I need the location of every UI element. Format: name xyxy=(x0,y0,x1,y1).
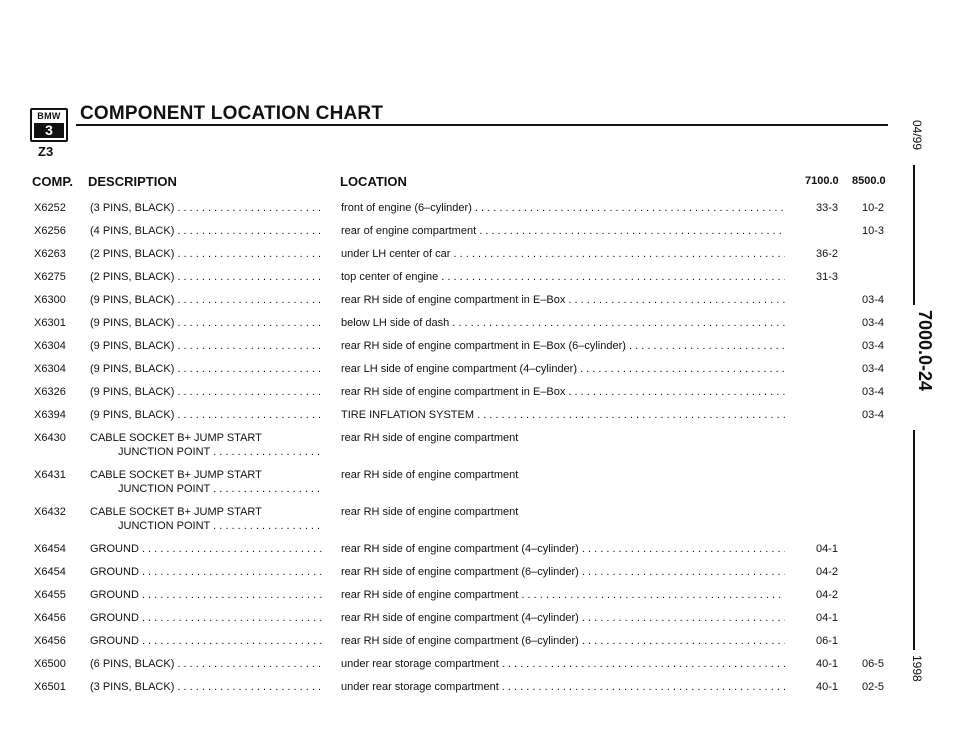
cell-8500: 03-4 xyxy=(861,386,885,398)
cell-comp: X6432 xyxy=(34,506,66,518)
table-row xyxy=(0,540,960,563)
cell-comp: X6326 xyxy=(34,386,66,398)
table-row xyxy=(0,563,960,586)
cell-description: GROUND . . . xyxy=(90,543,322,555)
table-row xyxy=(0,503,960,540)
cell-7100: 04-2 xyxy=(815,566,839,578)
table-row xyxy=(0,655,960,678)
cell-8500: 03-4 xyxy=(861,363,885,375)
cell-location: rear RH side of engine compartment xyxy=(341,469,519,481)
cell-location: rear RH side of engine compartment . . . xyxy=(341,589,785,601)
cell-7100: 04-1 xyxy=(815,612,839,624)
column-header-location: LOCATION xyxy=(340,174,407,189)
title-rule xyxy=(76,124,888,126)
cell-location: top center of engine . . . xyxy=(341,271,785,283)
cell-description: (9 PINS, BLACK) . . . xyxy=(90,363,322,375)
cell-7100: 40-1 xyxy=(815,658,839,670)
table-row xyxy=(0,632,960,655)
cell-description: (3 PINS, BLACK) . . . xyxy=(90,681,322,693)
cell-8500: 03-4 xyxy=(861,294,885,306)
cell-comp: X6454 xyxy=(34,566,66,578)
table-row xyxy=(0,245,960,268)
cell-location: rear RH side of engine compartment (4–cylinder) . . . xyxy=(341,612,785,624)
cell-location: TIRE INFLATION SYSTEM . . . xyxy=(341,409,785,421)
table-row xyxy=(0,678,960,701)
cell-comp: X6431 xyxy=(34,469,66,481)
cell-8500: 03-4 xyxy=(861,409,885,421)
revision-date: 04/99 xyxy=(910,120,924,151)
bmw-logo xyxy=(30,108,68,159)
cell-description: GROUND . . . xyxy=(90,612,322,624)
component-table xyxy=(0,199,960,701)
cell-8500: 06-5 xyxy=(861,658,885,670)
cell-description: GROUND . . . xyxy=(90,589,322,601)
cell-location: rear RH side of engine compartment in E–Box . . . xyxy=(341,386,785,398)
cell-description: (9 PINS, BLACK) . . . xyxy=(90,317,322,329)
cell-comp: X6304 xyxy=(34,363,66,375)
table-row xyxy=(0,291,960,314)
cell-description: GROUND . . . xyxy=(90,635,322,647)
logo-sub-model: Z3 xyxy=(38,144,54,159)
logo-brand: BMW xyxy=(37,111,61,121)
cell-8500: 10-2 xyxy=(861,202,885,214)
cell-7100: 40-1 xyxy=(815,681,839,693)
cell-7100: 31-3 xyxy=(815,271,839,283)
cell-comp: X6256 xyxy=(34,225,66,237)
document-code: 7000.0-24 xyxy=(915,310,935,392)
cell-location: under rear storage compartment . . . xyxy=(341,658,785,670)
table-row xyxy=(0,199,960,222)
cell-location: front of engine (6–cylinder) . . . xyxy=(341,202,785,214)
table-row xyxy=(0,268,960,291)
table-row xyxy=(0,314,960,337)
cell-description: (9 PINS, BLACK) . . . xyxy=(90,340,322,352)
cell-location: rear RH side of engine compartment in E–Box (6–cylinder) . . . xyxy=(341,340,785,352)
cell-description-line2: JUNCTION POINT . . . xyxy=(118,520,322,532)
cell-comp: X6304 xyxy=(34,340,66,352)
cell-8500: 02-5 xyxy=(861,681,885,693)
cell-comp: X6455 xyxy=(34,589,66,601)
cell-location: rear RH side of engine compartment in E–Box . . . xyxy=(341,294,785,306)
cell-location: rear RH side of engine compartment xyxy=(341,432,519,444)
cell-8500: 03-4 xyxy=(861,317,885,329)
cell-description: (6 PINS, BLACK) . . . xyxy=(90,658,322,670)
cell-description: (9 PINS, BLACK) . . . xyxy=(90,294,322,306)
column-header-7100: 7100.0 xyxy=(805,175,839,187)
cell-comp: X6456 xyxy=(34,635,66,647)
cell-comp: X6430 xyxy=(34,432,66,444)
cell-description: (9 PINS, BLACK) . . . xyxy=(90,409,322,421)
cell-description: GROUND . . . xyxy=(90,566,322,578)
cell-8500: 03-4 xyxy=(861,340,885,352)
cell-description: CABLE SOCKET B+ JUMP START xyxy=(90,506,262,518)
cell-description: (2 PINS, BLACK) . . . xyxy=(90,271,322,283)
cell-7100: 04-2 xyxy=(815,589,839,601)
logo-model: 3 xyxy=(34,123,64,138)
cell-comp: X6301 xyxy=(34,317,66,329)
cell-description: CABLE SOCKET B+ JUMP START xyxy=(90,469,262,481)
table-row xyxy=(0,360,960,383)
cell-7100: 04-1 xyxy=(815,543,839,555)
cell-7100: 36-2 xyxy=(815,248,839,260)
cell-location: rear of engine compartment . . . xyxy=(341,225,785,237)
cell-location: rear RH side of engine compartment (4–cylinder) . . . xyxy=(341,543,785,555)
table-row xyxy=(0,466,960,503)
cell-comp: X6456 xyxy=(34,612,66,624)
cell-location: rear RH side of engine compartment (6–cylinder) . . . xyxy=(341,566,785,578)
table-row xyxy=(0,406,960,429)
cell-description: (2 PINS, BLACK) . . . xyxy=(90,248,322,260)
cell-location: rear LH side of engine compartment (4–cylinder) . . . xyxy=(341,363,785,375)
cell-location: rear RH side of engine compartment xyxy=(341,506,519,518)
table-row xyxy=(0,609,960,632)
table-row xyxy=(0,429,960,466)
column-header-description: DESCRIPTION xyxy=(88,174,177,189)
cell-comp: X6275 xyxy=(34,271,66,283)
cell-8500: 10-3 xyxy=(861,225,885,237)
table-row xyxy=(0,337,960,360)
table-row xyxy=(0,222,960,245)
cell-comp: X6300 xyxy=(34,294,66,306)
cell-description: (9 PINS, BLACK) . . . xyxy=(90,386,322,398)
cell-location: below LH side of dash . . . xyxy=(341,317,785,329)
cell-location: under rear storage compartment . . . xyxy=(341,681,785,693)
cell-comp: X6252 xyxy=(34,202,66,214)
cell-description: (3 PINS, BLACK) . . . xyxy=(90,202,322,214)
page-title: COMPONENT LOCATION CHART xyxy=(80,103,384,124)
cell-description: CABLE SOCKET B+ JUMP START xyxy=(90,432,262,444)
cell-7100: 06-1 xyxy=(815,635,839,647)
cell-comp: X6263 xyxy=(34,248,66,260)
cell-comp: X6500 xyxy=(34,658,66,670)
cell-comp: X6394 xyxy=(34,409,66,421)
cell-7100: 33-3 xyxy=(815,202,839,214)
column-header-8500: 8500.0 xyxy=(852,175,886,187)
cell-description-line2: JUNCTION POINT . . . xyxy=(118,446,322,458)
column-header-comp: COMP. xyxy=(32,174,73,189)
table-row xyxy=(0,383,960,406)
cell-comp: X6454 xyxy=(34,543,66,555)
cell-description-line2: JUNCTION POINT . . . xyxy=(118,483,322,495)
bmw-badge xyxy=(30,108,68,142)
model-year: 1998 xyxy=(910,655,924,682)
cell-description: (4 PINS, BLACK) . . . xyxy=(90,225,322,237)
cell-location: rear RH side of engine compartment (6–cylinder) . . . xyxy=(341,635,785,647)
cell-comp: X6501 xyxy=(34,681,66,693)
cell-location: under LH center of car . . . xyxy=(341,248,785,260)
table-row xyxy=(0,586,960,609)
